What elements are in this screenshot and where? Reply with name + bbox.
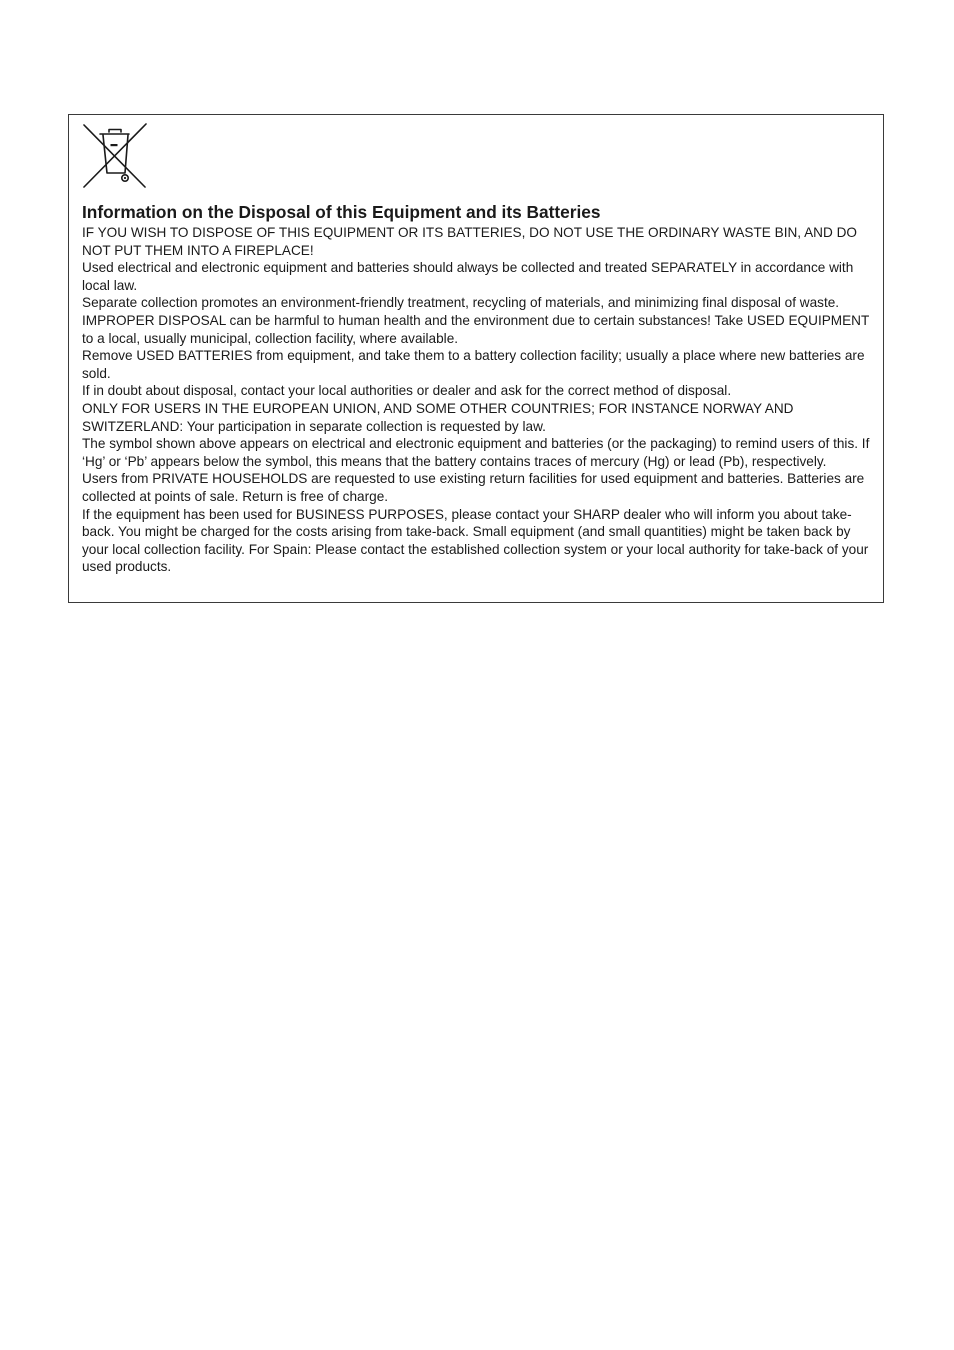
notice-paragraph: Separate collection promotes an environment-friendly treatment, recycling of materials, and minimizing final disposal of waste. IMPROPER DISPOSAL can be harmful to human health and the environment due to certain substances! Take USED EQUIPMENT to a local, usually municipal, collection facility, where available. [82,295,870,346]
notice-title: Information on the Disposal of this Equipment and its Batteries [82,202,601,222]
notice-paragraph: Remove USED BATTERIES from equipment, and take them to a battery collection facility; usually a place where new batteries are sold. [82,348,865,381]
notice-paragraph: Used electrical and electronic equipment and batteries should always be collected and treated SEPARATELY in accordance with local law. [82,260,854,293]
notice-paragraph: ONLY FOR USERS IN THE EUROPEAN UNION, AND SOME OTHER COUNTRIES; FOR INSTANCE NORWAY AND SWITZERLAND: Your participation in separate collection is requested by law. [82,400,794,434]
notice-paragraph: IF YOU WISH TO DISPOSE OF THIS EQUIPMENT OR ITS BATTERIES, DO NOT USE THE ORDINARY WASTE BIN, AND DO NOT PUT THEM INTO A FIREPLACE! [82,225,857,258]
notice-paragraph: Users from PRIVATE HOUSEHOLDS are requested to use existing return facilities for used equipment and batteries. Batteries are collected at points of sale. Return is free of charge. [82,471,865,504]
disposal-notice-box [68,114,884,603]
crossed-out-wheeled-bin-icon [82,123,148,189]
notice-paragraph: If in doubt about disposal, contact your local authorities or dealer and ask for the correct method of disposal. [82,383,732,399]
notice-body [82,224,880,576]
notice-paragraph: If the equipment has been used for BUSINESS PURPOSES, please contact your SHARP dealer who will inform you about take-back. You might be charged for the costs arising from take-back. Small equipment (and small quantities) might be taken back by your local collection facility. For Spain: Please contact the established collection system or your local authority for take-back of your used products. [82,506,869,575]
notice-paragraph: The symbol shown above appears on electrical and electronic equipment and batteries (or the packaging) to remind users of this. If ‘Hg’ or ‘Pb’ appears below the symbol, this means that the battery contains traces of mercury (Hg) or lead (Pb), respectively. [82,436,870,469]
